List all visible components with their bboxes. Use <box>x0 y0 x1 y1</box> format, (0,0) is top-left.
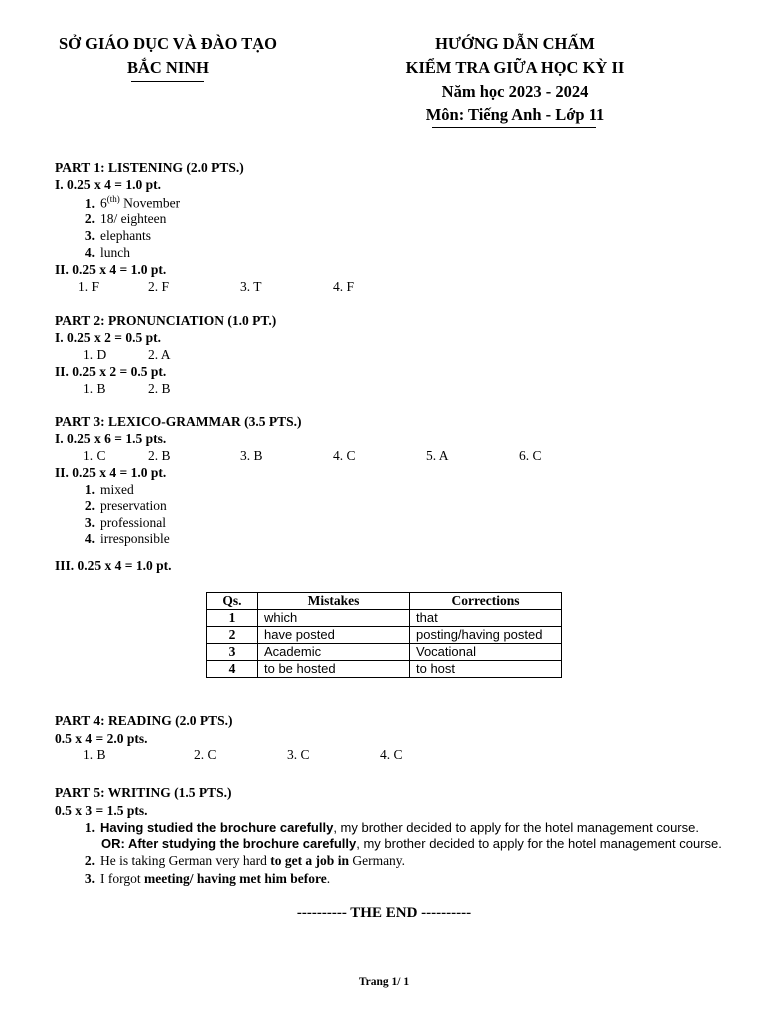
part2-answer: 2. A <box>148 347 171 362</box>
item-number: 3. <box>84 515 95 530</box>
part3-section1-heading: I. 0.25 x 6 = 1.5 pts. <box>55 431 167 446</box>
part3-title: PART 3: LEXICO-GRAMMAR (3.5 PTS.) <box>55 414 302 429</box>
header-right-divider <box>432 127 596 128</box>
answer-text: 6 <box>100 195 107 211</box>
part2-answer: 1. D <box>83 347 107 362</box>
table-header-row <box>207 593 562 610</box>
header-subject: Môn: Tiếng Anh - Lớp 11 <box>425 105 605 124</box>
answer-text: elephants <box>100 228 151 243</box>
correction-cell: to host <box>410 661 562 678</box>
answer-text: professional <box>100 515 166 530</box>
sentence-text: Germany. <box>348 853 406 868</box>
column-header: Corrections <box>410 593 562 610</box>
answer-text: 18/ eighteen <box>100 211 167 226</box>
correction-cell: posting/having posted <box>410 627 562 644</box>
correction-cell: that <box>410 610 562 627</box>
part3-answer: 6. C <box>519 448 542 463</box>
sentence-text: . <box>326 871 331 886</box>
part5-section1-heading: 0.5 x 3 = 1.5 pts. <box>55 803 148 818</box>
sentence-text: , my brother decided to apply for the hotel management course. <box>356 836 722 851</box>
table-row <box>207 661 562 678</box>
item-number: 4. <box>84 245 95 260</box>
table-row <box>207 610 562 627</box>
header-province: BẮC NINH <box>126 58 210 77</box>
mistake-cell: Academic <box>258 644 410 661</box>
part1-answer-4 <box>73 245 130 261</box>
sentence-text: , my brother decided to apply for the hotel management course. <box>333 820 699 835</box>
part5-sentence-1 <box>73 820 699 836</box>
error-correction-table <box>206 592 562 678</box>
part5-title: PART 5: WRITING (1.5 PTS.) <box>55 785 232 800</box>
header-department: SỞ GIÁO DỤC VÀ ĐÀO TẠO <box>58 34 278 53</box>
part3-word-form-4 <box>73 531 170 547</box>
column-header: Mistakes <box>258 593 410 610</box>
column-header: Qs. <box>207 593 258 610</box>
header-title: HƯỚNG DẪN CHẤM <box>435 34 595 53</box>
part3-answer: 3. B <box>240 448 263 463</box>
part2-answer: 1. B <box>83 381 106 396</box>
part5-sentence-2 <box>73 853 405 869</box>
ordinal-suffix: (th) <box>106 194 120 204</box>
part2-answer: 2. B <box>148 381 171 396</box>
table-row <box>207 644 562 661</box>
question-number-cell: 4 <box>207 661 258 678</box>
header-exam-name: KIỂM TRA GIỮA HỌC KỲ II <box>405 58 625 77</box>
part4-title: PART 4: READING (2.0 PTS.) <box>55 713 233 728</box>
answer-key-phrase: meeting/ having met him before <box>144 871 327 886</box>
part3-word-form-1 <box>73 482 134 498</box>
answer-text: lunch <box>100 245 130 260</box>
part4-section1-heading: 0.5 x 4 = 2.0 pts. <box>55 731 148 746</box>
part5-sentence-1-alternative <box>101 836 722 851</box>
part3-word-form-2 <box>73 498 167 514</box>
sentence-text: I forgot <box>100 871 144 886</box>
part1-tf-answer: 3. T <box>240 279 262 294</box>
question-number-cell: 2 <box>207 627 258 644</box>
part1-answer-2 <box>73 211 166 227</box>
answer-key-phrase: to get a job in <box>270 853 349 868</box>
part4-answer: 3. C <box>287 747 310 762</box>
answer-text: November <box>119 195 181 211</box>
mistake-cell: have posted <box>258 627 410 644</box>
part1-tf-answer: 4. F <box>333 279 355 294</box>
part4-answer: 4. C <box>380 747 403 762</box>
item-number: 3. <box>84 871 95 886</box>
part3-answer: 4. C <box>333 448 356 463</box>
answer-key-phrase: OR: After studying the brochure carefully <box>101 836 357 851</box>
part3-word-form-3 <box>73 515 166 531</box>
part3-answer: 2. B <box>148 448 171 463</box>
item-number: 4. <box>84 531 95 546</box>
part2-section1-heading: I. 0.25 x 2 = 0.5 pt. <box>55 330 161 345</box>
answer-text: preservation <box>100 498 167 513</box>
part2-section2-heading: II. 0.25 x 2 = 0.5 pt. <box>55 364 167 379</box>
item-number: 1. <box>84 482 95 497</box>
part3-section2-heading: II. 0.25 x 4 = 1.0 pt. <box>55 465 167 480</box>
answer-text: irresponsible <box>100 531 170 546</box>
item-number: 1. <box>84 820 95 835</box>
part1-answer-3 <box>73 228 151 244</box>
part2-title: PART 2: PRONUNCIATION (1.0 PT.) <box>55 313 277 328</box>
item-number: 1. <box>84 195 95 211</box>
page-number: Trang 1/ 1 <box>358 976 410 988</box>
part3-answer: 5. A <box>426 448 449 463</box>
part1-tf-answer: 2. F <box>148 279 170 294</box>
correction-cell: Vocational <box>410 644 562 661</box>
part3-answer: 1. C <box>83 448 106 463</box>
answer-key-phrase: Having studied the brochure carefully <box>100 820 334 835</box>
part1-section2-heading: II. 0.25 x 4 = 1.0 pt. <box>55 262 167 277</box>
answer-text: mixed <box>100 482 134 497</box>
item-number: 2. <box>84 498 95 513</box>
part4-answer: 1. B <box>83 747 106 762</box>
item-number: 3. <box>84 228 95 243</box>
question-number-cell: 1 <box>207 610 258 627</box>
part1-section1-heading: I. 0.25 x 4 = 1.0 pt. <box>55 177 161 192</box>
header-left-divider <box>131 81 204 82</box>
part4-answer: 2. C <box>194 747 217 762</box>
sentence-text: He is taking German very hard <box>100 853 271 868</box>
part1-tf-answer: 1. F <box>78 279 100 294</box>
mistake-cell: which <box>258 610 410 627</box>
part3-section3-heading: III. 0.25 x 4 = 1.0 pt. <box>55 558 172 573</box>
question-number-cell: 3 <box>207 644 258 661</box>
item-number: 2. <box>84 853 95 868</box>
the-end-marker: ---------- THE END ---------- <box>296 905 472 921</box>
part5-sentence-3 <box>73 871 330 887</box>
item-number: 2. <box>84 211 95 226</box>
part1-answer-1 <box>73 194 180 212</box>
header-school-year: Năm học 2023 - 2024 <box>441 82 589 101</box>
mistake-cell: to be hosted <box>258 661 410 678</box>
table-row <box>207 627 562 644</box>
part1-title: PART 1: LISTENING (2.0 PTS.) <box>55 160 244 175</box>
